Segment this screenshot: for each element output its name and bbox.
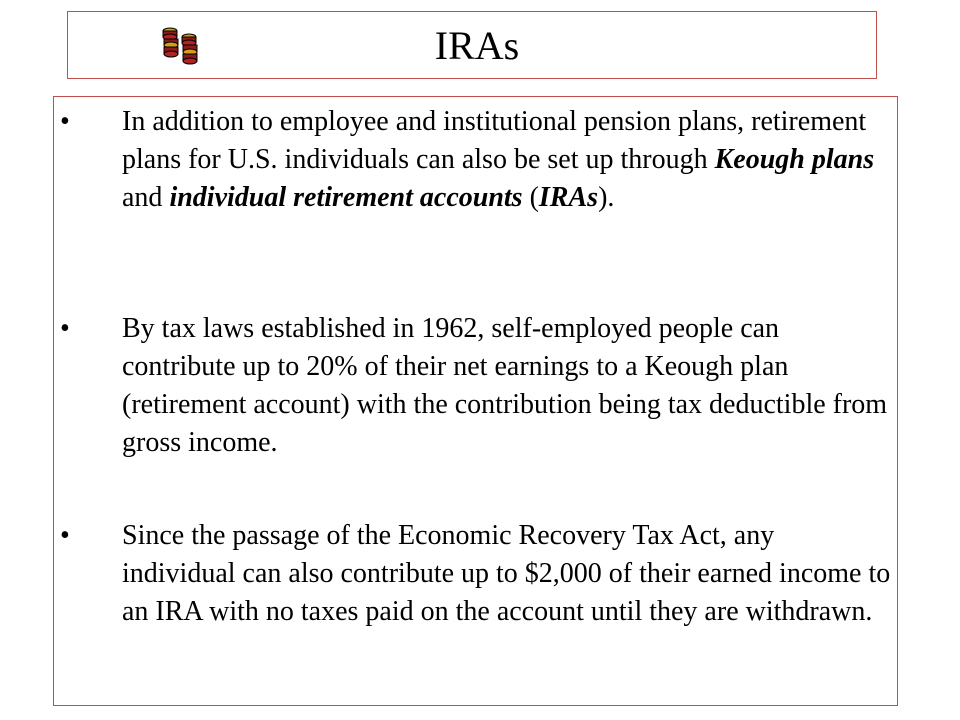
bullet-dot: • (60, 520, 70, 551)
bullet-text: By tax laws established in 1962, self-employed people can contribute up to 20% of their net earnings to a Keough plan (retirement account) with the contribution being tax deductible from gross income. (122, 313, 888, 458)
bullet-dot: • (60, 313, 70, 344)
bullet-text: Since the passage of the Economic Recovery Tax Act, any individual can also contribute up to $2,000 of their earned income to an IRA with no taxes paid on the account until they are withdrawn. (122, 520, 891, 627)
bullet-text-part: and (122, 182, 170, 213)
bullet-text (122, 103, 892, 217)
bullet-dot: • (60, 106, 70, 137)
ira-abbrev-term: IRAs (538, 182, 599, 213)
ira-term: individual retirement accounts (169, 182, 523, 213)
content-box (53, 96, 898, 706)
bullet-text-part: ( (522, 182, 539, 213)
title-box (67, 11, 877, 79)
bullet-text-part: In addition to employee and institutional pension plans, retirement plans for U.S. individuals can also be set up through (122, 106, 867, 175)
slide-title: IRAs (434, 23, 520, 68)
keough-plans-term: Keough plans (714, 144, 875, 175)
bullet-text-part: ). (598, 182, 615, 213)
